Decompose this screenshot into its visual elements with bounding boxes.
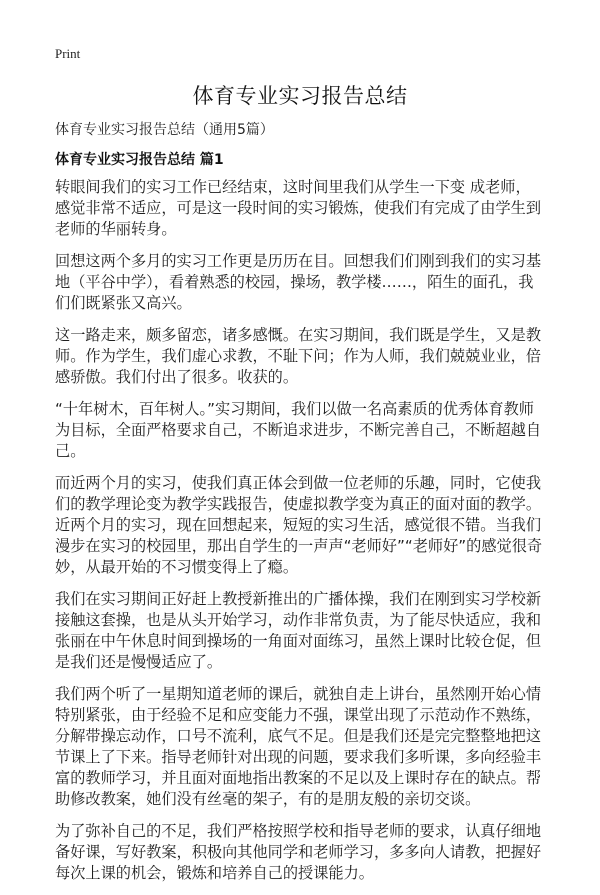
paragraph: 为了弥补自己的不足，我们严格按照学校和指导老师的要求，认真仔细地备好课，写好教案，积极向其他同学和老师学习，多多向人请教，把握好每次上课的机会，锻炼和培养自己的授课能力。 <box>55 822 541 882</box>
document-title: 体育专业实习报告总结 <box>192 84 408 108</box>
section-heading: 体育专业实习报告总结 篇1 <box>55 152 224 168</box>
document-subtitle: 体育专业实习报告总结（通用5篇） <box>55 122 274 138</box>
document-body <box>55 177 545 895</box>
paragraph: 转眼间我们的实习工作已经结束，这时间里我们从学生一下变 成老师，感觉非常不适应，可是这一段时间的实习锻炼，使我们有完成了由学生到老师的华丽转身。 <box>55 178 541 238</box>
paragraph: 这一路走来，颇多留恋，诸多感慨。在实习期间，我们既是学生，又是教师。作为学生，我们虚心求教，不耻下问；作为人师，我们兢兢业业，倍感骄傲。我们付出了很多。收获的。 <box>55 326 541 386</box>
paragraph: 我们在实习期间正好赶上教授新推出的广播体操，我们在刚到实习学校新接触这套操，也是从头开始学习，动作非常负责，为了能尽快适应，我和张丽在中午休息时间到操场的一角面对面练习，虽然上课时比较仓促，但是我们还是慢慢适应了。 <box>55 590 541 671</box>
paragraph: 而近两个月的实习，使我们真正体会到做一位老师的乐趣，同时，它使我们的教学理论变为教学实践报告，使虚拟教学变为真正的面对面的教学。近两个月的实习，现在回想起来，短短的实习生活，感觉很不错。当我们漫步在实习的校园里，那出自学生的一声声“老师好”“老师好”的感觉很奇妙，从最开始的不习惯变得上了瘾。 <box>55 474 543 576</box>
print-label: Print <box>55 46 81 61</box>
paragraph: 我们两个听了一星期知道老师的课后，就独自走上讲台，虽然刚开始心情特别紧张，由于经验不足和应变能力不强，课堂出现了示范动作不熟练，分解带操忘动作，口号不流利，底气不足。但是我们还是完完整整地把这节课上了下来。指导老师针对出现的问题，要求我们多听课，多向经验丰富的教师学习，并且面对面地指出教案的不足以及上课时存在的缺点。帮助修改教案，她们没有丝毫的架子，有的是朋友般的亲切交谈。 <box>55 685 541 808</box>
paragraph: 回想这两个多月的实习工作更是历历在目。回想我们们刚到我们的实习基地（平谷中学），看着熟悉的校园，操场，教学楼……，陌生的面孔，我们们既紧张又高兴。 <box>55 252 541 312</box>
paragraph: “十年树木，百年树人。”实习期间，我们以做一名高素质的优秀体育教师为目标，全面严格要求自己，不断追求进步，不断完善自己，不断超越自己。 <box>55 400 541 460</box>
